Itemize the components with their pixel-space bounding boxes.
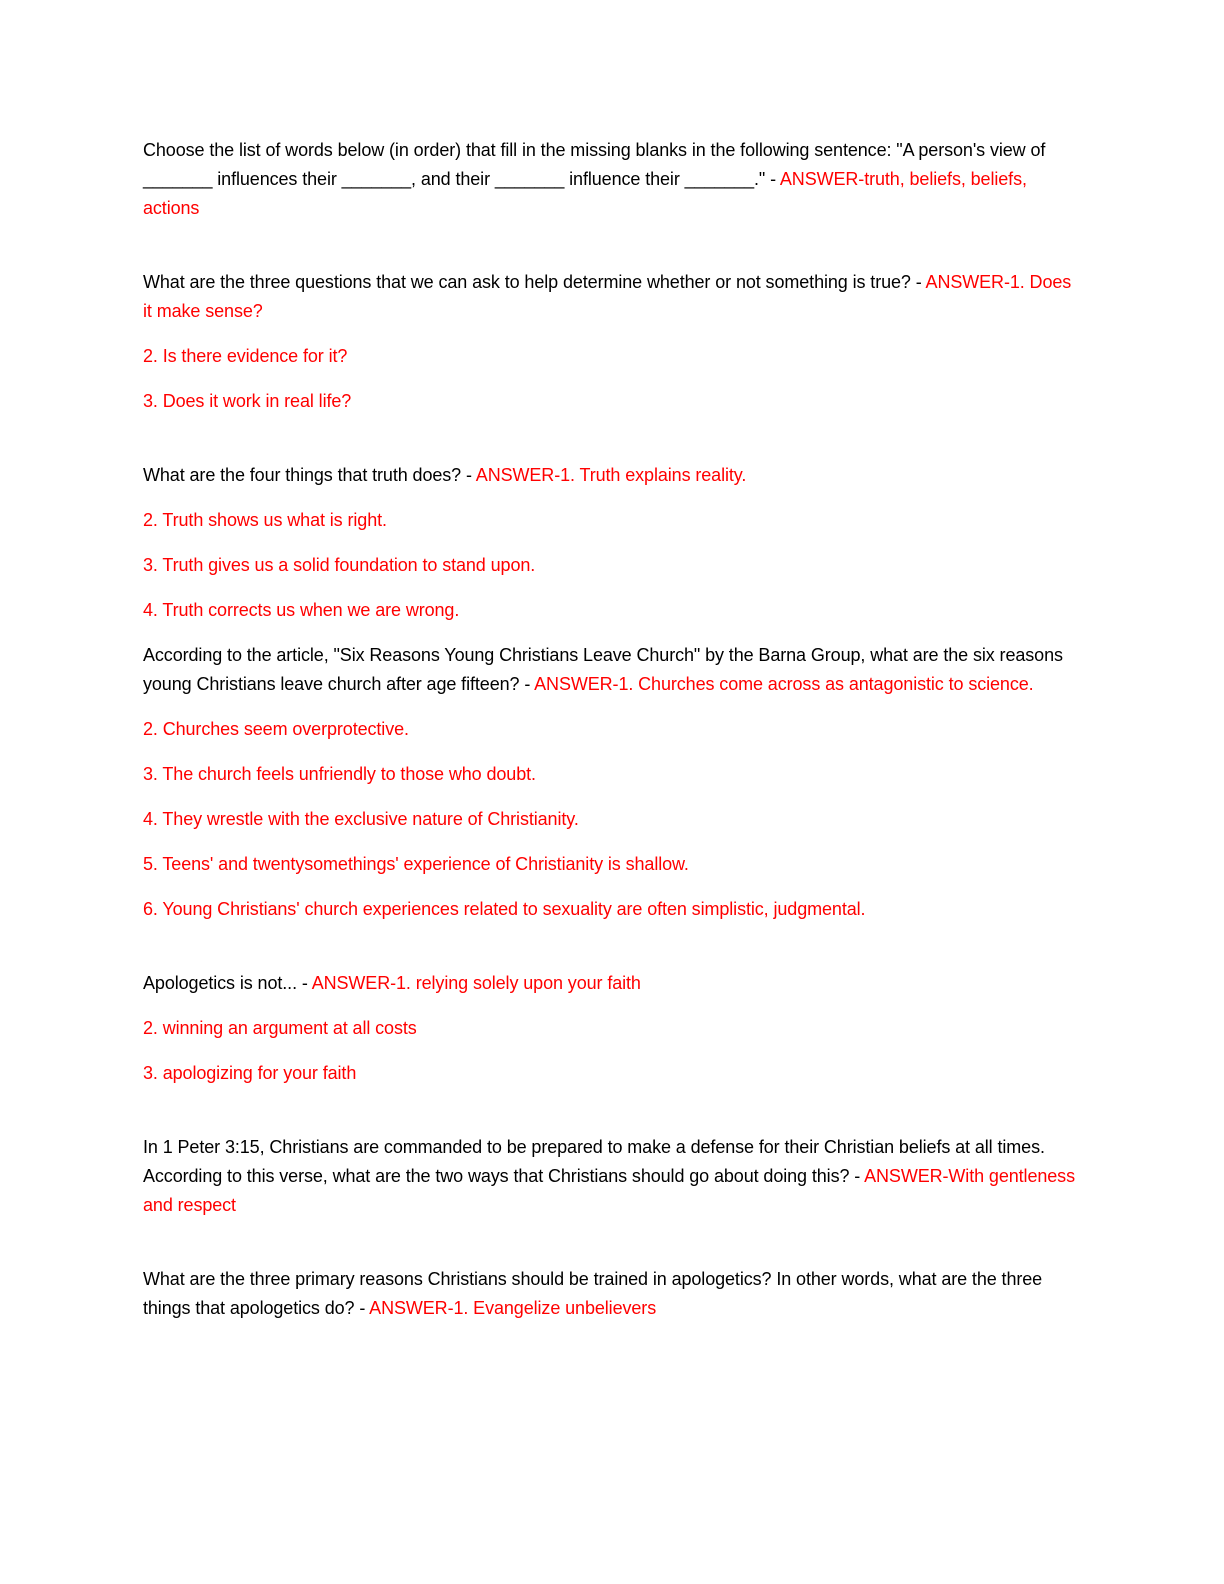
answer-text: 2. Truth shows us what is right. — [143, 510, 387, 530]
question-answer-paragraph — [143, 641, 1083, 699]
answer-text: ANSWER-With gentleness and respect — [143, 1166, 1075, 1215]
answer-text: 6. Young Christians' church experiences related to sexuality are often simplistic, judgmental. — [143, 899, 866, 919]
answer-list-item — [143, 342, 1083, 371]
answer-list-item — [143, 715, 1083, 744]
answer-text: ANSWER-1. Does it make sense? — [143, 272, 1072, 321]
question-text: Choose the list of words below (in order) that fill in the missing blanks in the following sentence: "A person's view of _______ influences their _______, and their _______ influence their _______." - — [143, 140, 1046, 189]
question-text: What are the four things that truth does? - — [143, 465, 476, 485]
answer-text: 2. Churches seem overprotective. — [143, 719, 409, 739]
question-answer-paragraph — [143, 461, 1083, 490]
answer-list-item — [143, 1059, 1083, 1088]
answer-list-item — [143, 506, 1083, 535]
answer-text: 5. Teens' and twentysomethings' experience of Christianity is shallow. — [143, 854, 689, 874]
answer-list-item — [143, 596, 1083, 625]
answer-text: ANSWER-1. relying solely upon your faith — [311, 973, 641, 993]
question-text: What are the three primary reasons Christians should be trained in apologetics? In other words, what are the three things that apologetics do? - — [143, 1269, 1043, 1318]
question-answer-paragraph — [143, 136, 1083, 223]
answer-text: 2. winning an argument at all costs — [143, 1018, 417, 1038]
answer-text: ANSWER-1. Evangelize unbelievers — [369, 1298, 657, 1318]
answer-list-item — [143, 760, 1083, 789]
question-text: Apologetics is not... - — [143, 973, 312, 993]
answer-list-item — [143, 895, 1083, 924]
answer-list-item — [143, 850, 1083, 879]
question-answer-paragraph — [143, 969, 1083, 998]
answer-text: 3. The church feels unfriendly to those who doubt. — [143, 764, 536, 784]
answer-list-item — [143, 551, 1083, 580]
answer-text: 3. apologizing for your faith — [143, 1063, 357, 1083]
question-text: In 1 Peter 3:15, Christians are commanded to be prepared to make a defense for their Christian beliefs at all times. According to this verse, what are the two ways that Christians should go about doing this? - — [143, 1137, 1045, 1186]
answer-list-item — [143, 805, 1083, 834]
question-answer-paragraph — [143, 1265, 1083, 1323]
question-text: According to the article, "Six Reasons Young Christians Leave Church" by the Barna Group, what are the six reasons young Christians leave church after age fifteen? - — [143, 645, 1063, 694]
question-answer-paragraph — [143, 1133, 1083, 1220]
answer-text: ANSWER-1. Churches come across as antagonistic to science. — [534, 674, 1034, 694]
answer-list-item — [143, 1014, 1083, 1043]
answer-text: 2. Is there evidence for it? — [143, 346, 348, 366]
answer-text: ANSWER-1. Truth explains reality. — [475, 465, 747, 485]
answer-text: 4. They wrestle with the exclusive nature of Christianity. — [143, 809, 579, 829]
question-answer-paragraph — [143, 268, 1083, 326]
answer-list-item — [143, 387, 1083, 416]
answer-text: 3. Truth gives us a solid foundation to stand upon. — [143, 555, 536, 575]
question-text: What are the three questions that we can ask to help determine whether or not something is true? - — [143, 272, 926, 292]
answer-text: ANSWER-truth, beliefs, beliefs, actions — [143, 169, 1027, 218]
answer-text: 4. Truth corrects us when we are wrong. — [143, 600, 460, 620]
answer-text: 3. Does it work in real life? — [143, 391, 352, 411]
